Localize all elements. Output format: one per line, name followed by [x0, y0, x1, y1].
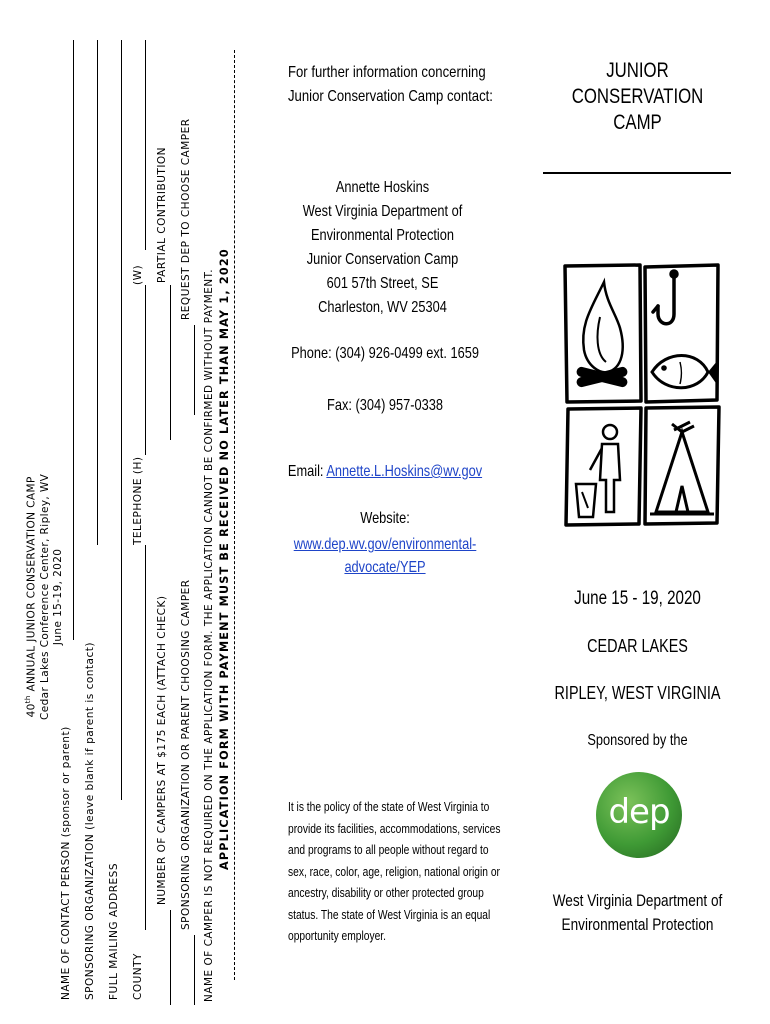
contact-intro-line1: For further information concerning	[288, 64, 486, 81]
form-header-line2: Cedar Lakes Conference Center, Ripley, WV	[38, 473, 51, 720]
fishhook-icon	[653, 271, 677, 324]
campfire-icon	[576, 282, 629, 388]
title-divider	[543, 172, 731, 174]
camp-dates: June 15 - 19, 2020	[574, 588, 701, 609]
contact-city: Charleston, WV 25304	[318, 299, 447, 316]
number-of-campers-field[interactable]	[170, 910, 171, 1005]
cover-title: JUNIOR CONSERVATION CAMP	[571, 59, 704, 134]
contact-address-block	[270, 176, 495, 320]
form-header	[22, 474, 65, 720]
dep-choosing-checkbox-line[interactable]	[194, 325, 195, 415]
form-header-line3: June 15-19, 2020	[51, 548, 64, 646]
dep-logo	[596, 772, 682, 858]
form-header-line1: 40th ANNUAL JUNIOR CONSERVATION CAMP	[24, 476, 38, 718]
contact-program: Junior Conservation Camp	[306, 251, 459, 268]
camp-location: CEDAR LAKES	[587, 636, 688, 656]
contact-fax: Fax: (304) 957-0338	[327, 397, 443, 414]
contact-org-line1: West Virginia Department of	[302, 203, 463, 220]
sponsoring-organization-field[interactable]	[97, 40, 98, 545]
contact-phone: Phone: (304) 926-0499 ext. 1659	[291, 345, 479, 362]
mailing-address-field[interactable]	[121, 40, 122, 800]
sponsoring-organization-label: SPONSORING ORGANIZATION (leave blank if parent is contact)	[84, 642, 96, 1000]
parent-choosing-checkbox-line[interactable]	[194, 935, 195, 1005]
mailing-address-label: FULL MAILING ADDRESS	[108, 863, 120, 1000]
equal-opportunity-policy: It is the policy of the state of West Virginia to provide its facilities, accommodations, services and programs to all people without regard to sex, race, color, age, religion, national origin or ancestry, disability or other protected group status. The state of West Virginia is an equal opportunity employer.	[288, 800, 501, 943]
county-label: COUNTY	[132, 953, 144, 1000]
cut-line	[234, 50, 235, 980]
contact-person-field[interactable]	[73, 40, 74, 640]
website-label: Website:	[360, 510, 410, 527]
dep-logo-text: dep	[608, 792, 670, 832]
sponsored-by: Sponsored by the	[587, 732, 688, 749]
parent-choosing-label: SPONSORING ORGANIZATION OR PARENT CHOOSING CAMPER	[180, 579, 192, 930]
telephone-work-label: (W)	[132, 264, 144, 285]
email-label: Email:	[287, 463, 327, 480]
contact-name: Annette Hoskins	[335, 179, 430, 196]
tent-icon	[650, 422, 714, 514]
person-recycling-icon	[576, 425, 620, 517]
contact-intro-line2: Junior Conservation Camp contact:	[288, 88, 493, 105]
contact-email-row	[250, 463, 520, 481]
email-link[interactable]: Annette.L.Hoskins@wv.gov	[326, 463, 483, 480]
contact-street: 601 57th Street, SE	[326, 275, 439, 292]
partial-contribution-field[interactable]	[170, 285, 171, 440]
camp-activity-icons	[562, 262, 722, 527]
camp-city: RIPLEY, WEST VIRGINIA	[554, 683, 721, 703]
website-link[interactable]: www.dep.wv.gov/environmental- advocate/YEP	[293, 536, 477, 576]
telephone-work-field[interactable]	[145, 40, 146, 250]
sponsor-name: West Virginia Department of Environmental Protection	[552, 891, 723, 934]
fish-icon	[652, 356, 718, 388]
county-field[interactable]	[145, 545, 146, 930]
deadline-notice: APPLICATION FORM WITH PAYMENT MUST BE RECEIVED NO LATER THAN MAY 1, 2020	[218, 248, 231, 870]
number-of-campers-label: NUMBER OF CAMPERS AT $175 EACH (ATTACH CHECK)	[156, 595, 168, 905]
payment-notice: NAME OF CAMPER IS NOT REQUIRED ON THE APPLICATION FORM. THE APPLICATION CANNOT BE CONFIRMED WITHOUT PAYMENT.	[203, 268, 215, 1002]
dep-choosing-label: REQUEST DEP TO CHOOSE CAMPER	[180, 118, 192, 320]
contact-person-label: NAME OF CONTACT PERSON (sponsor or parent)	[60, 726, 72, 1000]
partial-contribution-label: PARTIAL CONTRIBUTION	[156, 146, 168, 283]
telephone-home-label: TELEPHONE (H)	[132, 456, 144, 545]
contact-org-line2: Environmental Protection	[310, 227, 454, 244]
telephone-home-field[interactable]	[145, 285, 146, 455]
